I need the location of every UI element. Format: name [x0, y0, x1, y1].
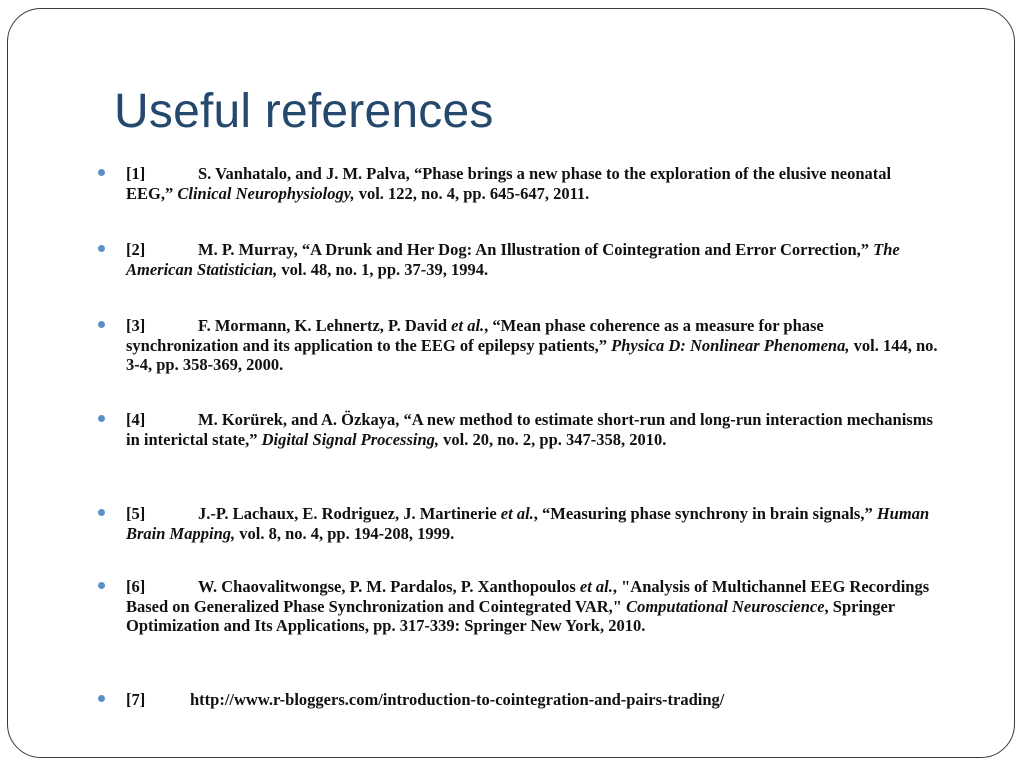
reference-authors: S. Vanhatalo, and J. M. Palva, [198, 164, 414, 183]
reference-journal: The American Statistician, [126, 240, 900, 279]
reference-article: “A Drunk and Her Dog: An Illustration of Cointegration and Error Correction,” [301, 240, 874, 259]
reference-details: , Springer Optimization and Its Applications, pp. 317-339: Springer New York, 2010. [126, 596, 895, 635]
reference-details: vol. 122, no. 4, pp. 645-647, 2011. [354, 183, 590, 203]
reference-journal: Clinical Neurophysiology, [177, 183, 355, 203]
reference-authors: J.-P. Lachaux, E. Rodriguez, J. Martinerie [198, 504, 501, 523]
reference-number: [4] [126, 410, 146, 429]
reference-number: [5] [126, 504, 146, 523]
reference-journal: Digital Signal Processing, [261, 429, 440, 449]
reference-number: [6] [126, 577, 146, 596]
reference-number: [2] [126, 240, 146, 259]
reference-authors: W. Chaovalitwongse, P. M. Pardalos, P. Xanthopoulos [198, 577, 580, 596]
bullet-icon [98, 169, 105, 176]
reference-journal: Computational Neuroscience [626, 596, 825, 616]
reference-item-4 [96, 410, 940, 449]
reference-item-5 [96, 504, 940, 543]
reference-article: “Phase brings a new phase to the exploration of the elusive neonatal EEG,” [126, 164, 892, 203]
bullet-icon [98, 245, 105, 252]
reference-url[interactable]: http://www.r-bloggers.com/introduction-to-cointegration-and-pairs-trading/ [190, 690, 725, 709]
reference-item-1 [96, 164, 940, 203]
page-title: Useful references [114, 85, 494, 138]
bullet-icon [98, 509, 105, 516]
reference-et-al: et al. [500, 504, 534, 523]
bullet-icon [98, 695, 105, 702]
reference-number: [1] [126, 164, 146, 183]
reference-item-2 [96, 240, 940, 279]
reference-item-7 [96, 690, 724, 710]
reference-details: vol. 48, no. 1, pp. 37-39, 1994. [277, 259, 489, 279]
reference-article: , “Mean phase coherence as a measure for phase synchronization and its application to the EEG of epilepsy patients,” [126, 316, 824, 355]
reference-number: [7] [126, 690, 146, 709]
reference-journal: Human Brain Mapping, [126, 504, 930, 543]
reference-details: vol. 8, no. 4, pp. 194-208, 1999. [235, 523, 455, 543]
reference-details: vol. 144, no. 3-4, pp. 358-369, 2000. [126, 335, 938, 374]
reference-article: , “Measuring phase synchrony in brain signals,” [533, 504, 877, 523]
reference-journal: Physica D: Nonlinear Phenomena, [611, 335, 850, 355]
reference-et-al: et al. [451, 316, 485, 335]
reference-details: vol. 20, no. 2, pp. 347-358, 2010. [439, 429, 667, 449]
reference-authors: M. Korürek, and A. Özkaya, [198, 410, 404, 429]
reference-item-3 [96, 316, 940, 375]
reference-authors: F. Mormann, K. Lehnertz, P. David [198, 316, 452, 335]
bullet-icon [98, 415, 105, 422]
bullet-icon [98, 321, 105, 328]
reference-item-6 [96, 577, 940, 636]
reference-article: , "Analysis of Multichannel EEG Recordings Based on Generalized Phase Synchronization and Cointegrated VAR," [126, 577, 930, 616]
reference-et-al: et al. [579, 577, 613, 596]
reference-number: [3] [126, 316, 146, 335]
reference-authors: M. P. Murray, [198, 240, 302, 259]
reference-article: “A new method to estimate short-run and long-run interaction mechanisms in interictal state,” [126, 410, 933, 449]
bullet-icon [98, 582, 105, 589]
